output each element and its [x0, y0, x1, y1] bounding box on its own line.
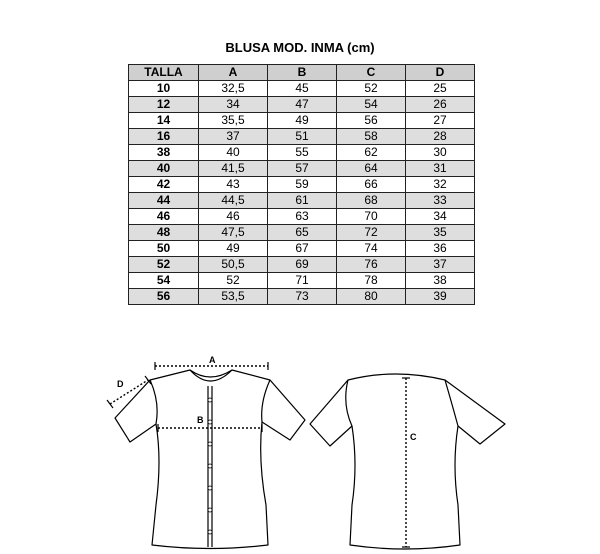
size-table — [128, 64, 475, 305]
table-row — [129, 161, 475, 177]
garment-diagram — [0, 340, 600, 554]
cell-a: 53,5 — [199, 289, 268, 305]
table-row — [129, 97, 475, 113]
cell-c: 78 — [337, 273, 406, 289]
cell-a: 50,5 — [199, 257, 268, 273]
cell-a: 44,5 — [199, 193, 268, 209]
cell-d: 39 — [406, 289, 475, 305]
cell-c: 58 — [337, 129, 406, 145]
cell-a: 46 — [199, 209, 268, 225]
cell-b: 45 — [268, 81, 337, 97]
cell-talla: 10 — [129, 81, 199, 97]
cell-d: 36 — [406, 241, 475, 257]
cell-talla: 52 — [129, 257, 199, 273]
cell-talla: 14 — [129, 113, 199, 129]
cell-a: 47,5 — [199, 225, 268, 241]
cell-a: 43 — [199, 177, 268, 193]
header-talla: TALLA — [129, 65, 199, 81]
cell-talla: 38 — [129, 145, 199, 161]
label-b: B — [197, 415, 204, 425]
cell-b: 49 — [268, 113, 337, 129]
cell-talla: 44 — [129, 193, 199, 209]
cell-b: 71 — [268, 273, 337, 289]
label-d: D — [117, 379, 124, 389]
cell-a: 41,5 — [199, 161, 268, 177]
cell-talla: 16 — [129, 129, 199, 145]
cell-a: 40 — [199, 145, 268, 161]
cell-talla: 50 — [129, 241, 199, 257]
table-row — [129, 193, 475, 209]
cell-talla: 56 — [129, 289, 199, 305]
cell-a: 35,5 — [199, 113, 268, 129]
cell-c: 66 — [337, 177, 406, 193]
cell-talla: 42 — [129, 177, 199, 193]
cell-talla: 12 — [129, 97, 199, 113]
header-c: C — [337, 65, 406, 81]
cell-talla: 54 — [129, 273, 199, 289]
table-row — [129, 177, 475, 193]
cell-c: 76 — [337, 257, 406, 273]
cell-d: 31 — [406, 161, 475, 177]
table-row — [129, 81, 475, 97]
cell-b: 63 — [268, 209, 337, 225]
cell-a: 32,5 — [199, 81, 268, 97]
cell-c: 80 — [337, 289, 406, 305]
table-row — [129, 257, 475, 273]
cell-b: 65 — [268, 225, 337, 241]
cell-c: 68 — [337, 193, 406, 209]
page-title: BLUSA MOD. INMA (cm) — [225, 40, 375, 55]
cell-d: 34 — [406, 209, 475, 225]
cell-talla: 48 — [129, 225, 199, 241]
cell-d: 28 — [406, 129, 475, 145]
table-row — [129, 225, 475, 241]
cell-b: 67 — [268, 241, 337, 257]
cell-c: 56 — [337, 113, 406, 129]
measure-line-d — [110, 380, 148, 404]
cell-d: 30 — [406, 145, 475, 161]
label-a: A — [209, 355, 216, 365]
cell-b: 69 — [268, 257, 337, 273]
table-row — [129, 241, 475, 257]
cell-c: 54 — [337, 97, 406, 113]
cell-b: 59 — [268, 177, 337, 193]
front-blouse-outline — [115, 370, 305, 549]
cell-d: 25 — [406, 81, 475, 97]
cell-c: 64 — [337, 161, 406, 177]
cell-a: 37 — [199, 129, 268, 145]
cell-talla: 40 — [129, 161, 199, 177]
cell-a: 52 — [199, 273, 268, 289]
cell-a: 34 — [199, 97, 268, 113]
cell-talla: 46 — [129, 209, 199, 225]
cell-c: 70 — [337, 209, 406, 225]
header-a: A — [199, 65, 268, 81]
label-c: C — [410, 432, 417, 442]
cell-d: 37 — [406, 257, 475, 273]
cell-c: 74 — [337, 241, 406, 257]
table-row — [129, 145, 475, 161]
back-blouse-outline — [310, 374, 505, 549]
cell-c: 62 — [337, 145, 406, 161]
cell-d: 35 — [406, 225, 475, 241]
cell-d: 27 — [406, 113, 475, 129]
cell-c: 52 — [337, 81, 406, 97]
header-b: B — [268, 65, 337, 81]
cell-c: 72 — [337, 225, 406, 241]
table-row — [129, 113, 475, 129]
cell-d: 38 — [406, 273, 475, 289]
cell-b: 73 — [268, 289, 337, 305]
cell-d: 33 — [406, 193, 475, 209]
table-row — [129, 289, 475, 305]
cell-b: 57 — [268, 161, 337, 177]
table-row — [129, 273, 475, 289]
cell-b: 51 — [268, 129, 337, 145]
cell-d: 26 — [406, 97, 475, 113]
cell-d: 32 — [406, 177, 475, 193]
cell-b: 55 — [268, 145, 337, 161]
cell-b: 61 — [268, 193, 337, 209]
cell-a: 49 — [199, 241, 268, 257]
table-row — [129, 209, 475, 225]
table-header-row — [129, 65, 475, 81]
table-row — [129, 129, 475, 145]
header-d: D — [406, 65, 475, 81]
cell-b: 47 — [268, 97, 337, 113]
